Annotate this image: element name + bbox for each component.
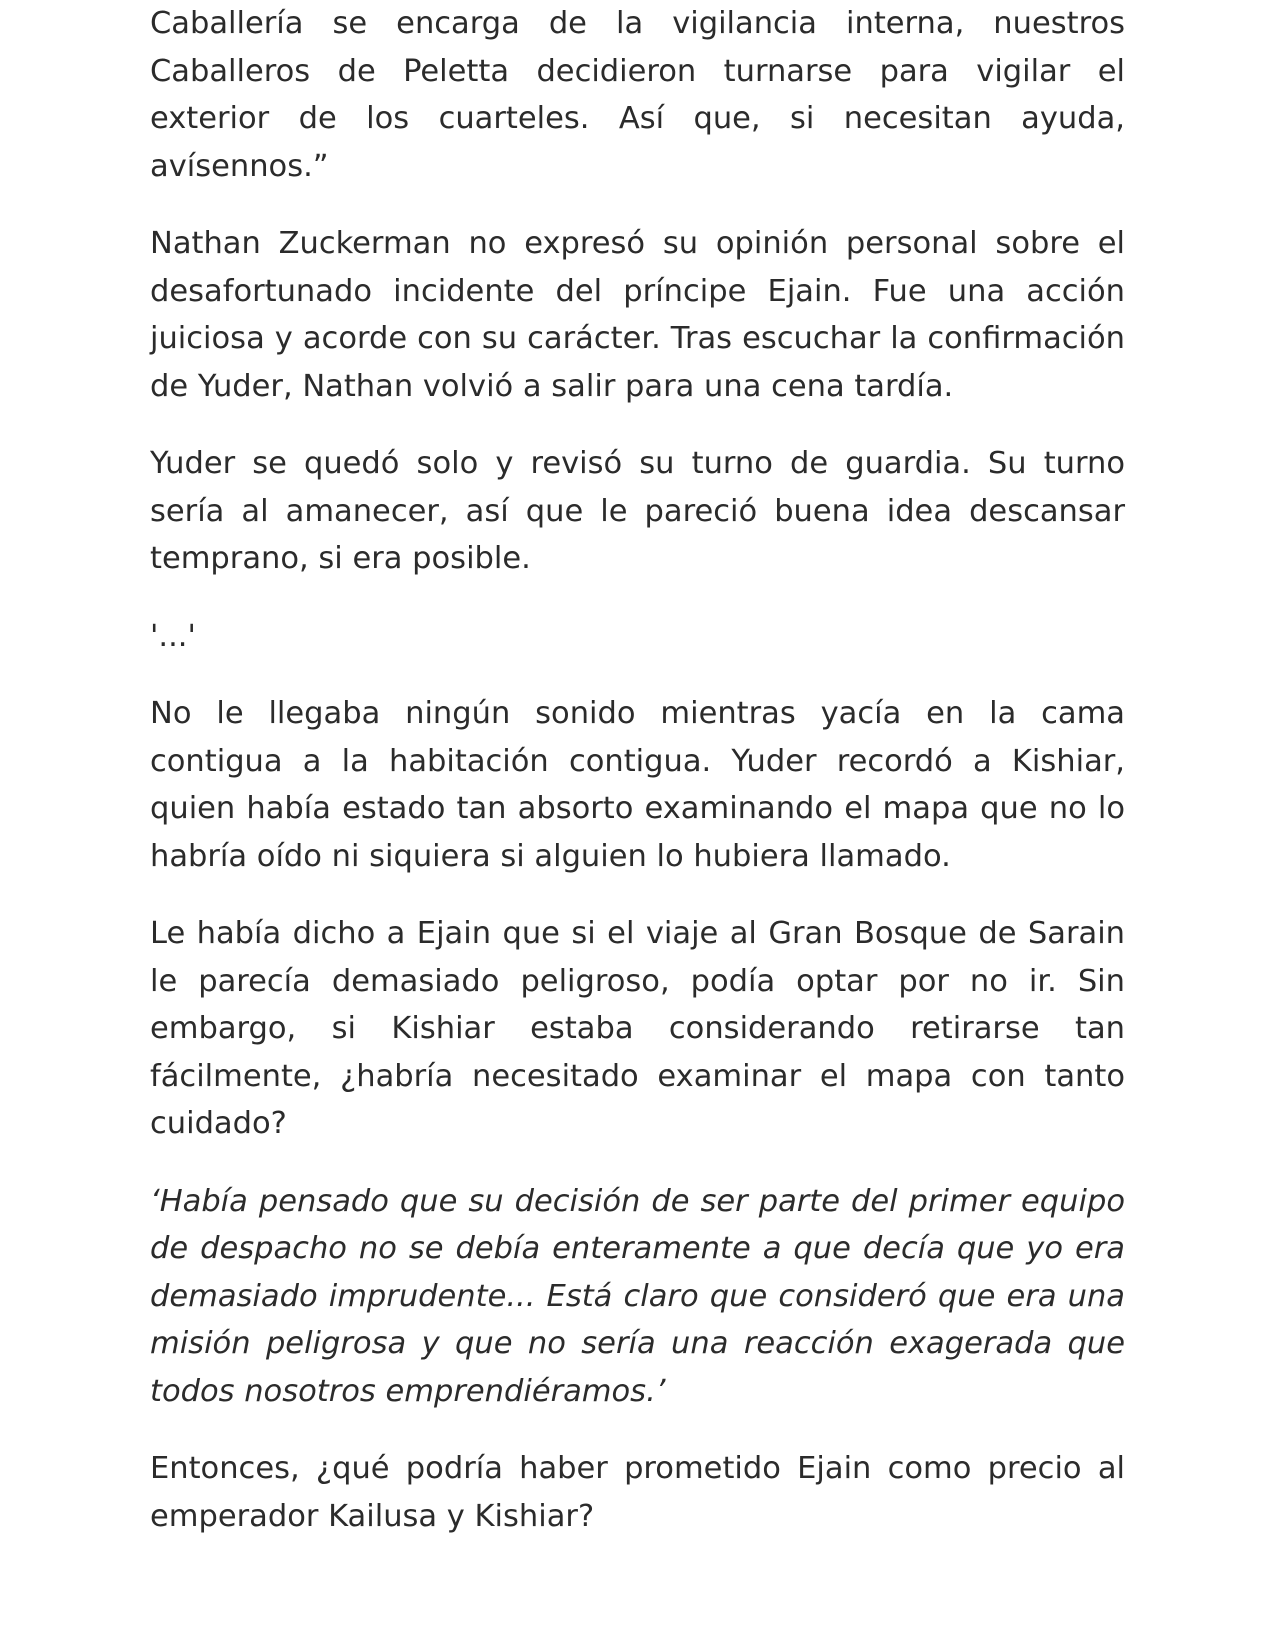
document-page <box>150 0 1125 1650</box>
paragraph-5: No le llegaba ningún sonido mientras yacía en la cama contigua a la habitación contigua. Yuder recordó a Kishiar, quien había estado tan absorto examinando el mapa que no lo habría oído ni siquiera si alguien lo hubiera llamado. <box>150 696 1125 874</box>
paragraph-2: Nathan Zuckerman no expresó su opinión personal sobre el desafortunado incidente del príncipe Ejain. Fue una acción juiciosa y acorde con su carácter. Tras escuchar la confirmación de Yuder, Nathan volvió a salir para una cena tardía. <box>150 226 1125 404</box>
paragraph-1: Caballería se encarga de la vigilancia interna, nuestros Caballeros de Peletta decidieron turnarse para vigilar el exterior de los cuarteles. Así que, si necesitan ayuda, avísennos.” <box>150 6 1125 184</box>
paragraph-7-thought: ‘Había pensado que su decisión de ser parte del primer equipo de despacho no se debía enteramente a que decía que yo era demasiado imprudente... Está claro que consideró que era una misión peligrosa y que no sería una reacción exagerada que todos nosotros emprendiéramos.’ <box>150 1183 1125 1409</box>
paragraph-8: Entonces, ¿qué podría haber prometido Ejain como precio al emperador Kailusa y Kishiar? <box>150 1451 1125 1534</box>
paragraph-6: Le había dicho a Ejain que si el viaje al Gran Bosque de Sarain le parecía demasiado peligroso, podía optar por no ir. Sin embargo, si Kishiar estaba considerando retirarse tan fácilmente, ¿habría necesitado examinar el mapa con tanto cuidado? <box>150 916 1125 1141</box>
paragraph-4-ellipsis: '...' <box>150 618 196 654</box>
paragraph-3: Yuder se quedó solo y revisó su turno de guardia. Su turno sería al amanecer, así que le pareció buena idea descansar temprano, si era posible. <box>150 446 1125 576</box>
